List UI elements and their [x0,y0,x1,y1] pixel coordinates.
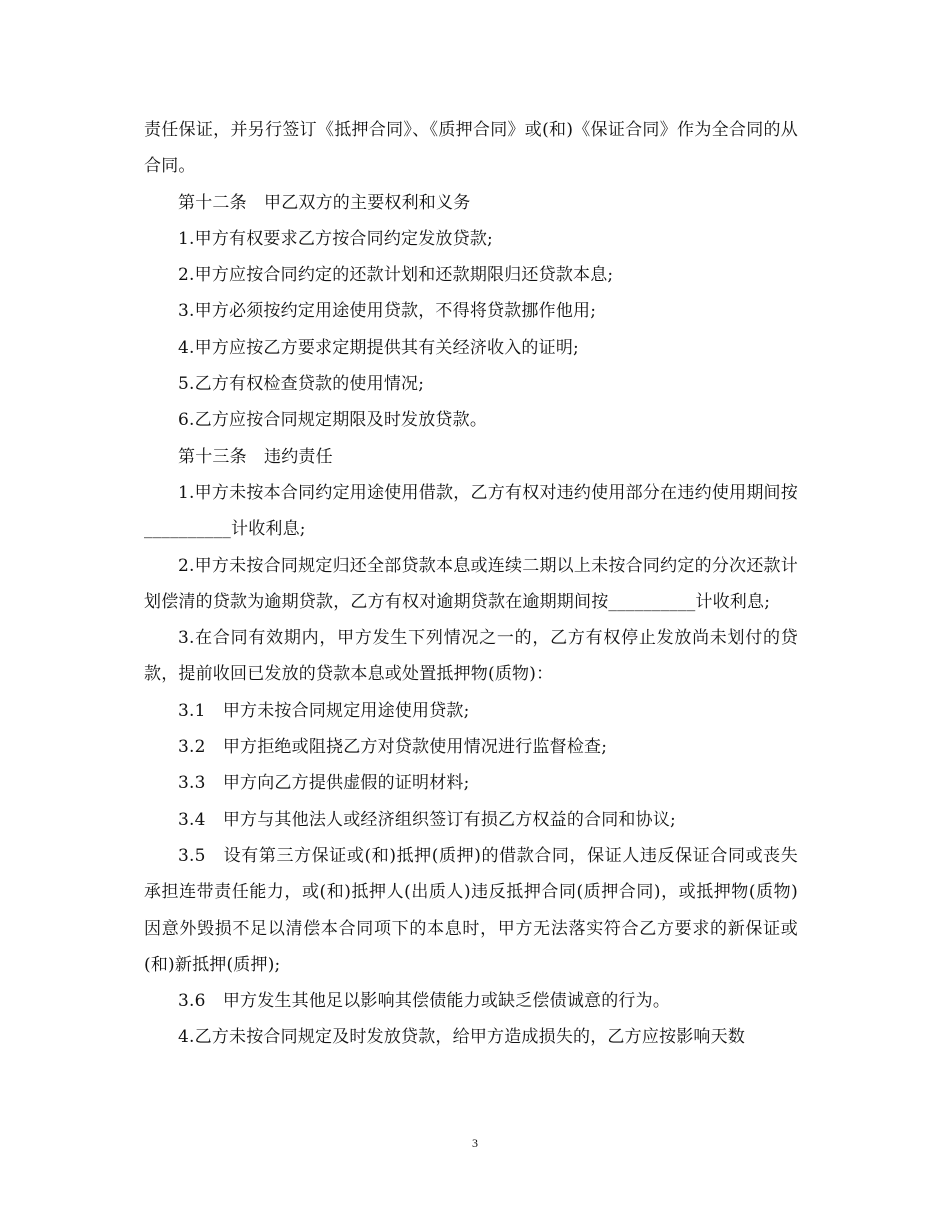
clause-13-2: 2.甲方未按合同规定归还全部贷款本息或连续二期以上未按合同约定的分次还款计划偿清的贷款为逾期贷款，乙方有权对逾期贷款在逾期期间按__________计收利息; [144,555,798,612]
page-number: 3 [472,1136,478,1150]
clause-13-4: 4.乙方未按合同规定及时发放贷款，给甲方造成损失的，乙方应按影响天数 [178,1027,746,1048]
clause-13-3-6: 3.6 甲方发生其他足以影响其偿债能力或缺乏偿债诚意的行为。 [178,991,671,1012]
clause-13-1: 1.甲方未按本合同约定用途使用借款，乙方有权对违约使用部分在违约使用期间按__________计收利息; [144,482,798,540]
clause-12-6: 6.乙方应按合同规定期限及时发放贷款。 [178,410,488,431]
clause-12-1: 1.甲方有权要求乙方按合同约定发放贷款; [178,228,493,249]
heading-article-12: 第十二条 甲乙双方的主要权利和义务 [178,192,471,213]
clause-13-3: 3.在合同有效期内，甲方发生下列情况之一的，乙方有权停止发放尚未划付的贷款，提前收回已发放的贷款本息或处置抵押物(质物)： [144,628,798,685]
clause-13-3-5: 3.5 设有第三方保证或(和)抵押(质押)的借款合同，保证人违反保证合同或丧失承担连带责任能力，或(和)抵押人(出质人)违反抵押合同(质押合同)，或抵押物(质物)因意外毁损不足以清偿本合同项下的本息时，甲方无法落实符合乙方要求的新保证或(和)新抵押(质押); [144,845,798,975]
paragraph-guarantee-continuation: 责任保证，并另行签订《抵押合同》、《质押合同》或(和)《保证合同》作为全合同的从合同。 [144,120,798,177]
heading-article-13: 第十三条 违约责任 [178,446,333,467]
clause-12-5: 5.乙方有权检查贷款的使用情况; [178,374,425,395]
clause-13-3-1: 3.1 甲方未按合同规定用途使用贷款; [178,700,470,721]
clause-12-4: 4.甲方应按乙方要求定期提供其有关经济收入的证明; [178,337,579,358]
clause-13-3-4: 3.4 甲方与其他法人或经济组织签订有损乙方权益的合同和协议; [178,809,676,830]
clause-12-2: 2.甲方应按合同约定的还款计划和还款期限归还贷款本息; [178,265,614,286]
clause-13-3-3: 3.3 甲方向乙方提供虚假的证明材料; [178,773,470,794]
document-body [144,112,798,1056]
clause-13-3-2: 3.2 甲方拒绝或阻挠乙方对贷款使用情况进行监督检查; [178,737,608,758]
clause-12-3: 3.甲方必须按约定用途使用贷款，不得将贷款挪作他用; [178,301,597,322]
